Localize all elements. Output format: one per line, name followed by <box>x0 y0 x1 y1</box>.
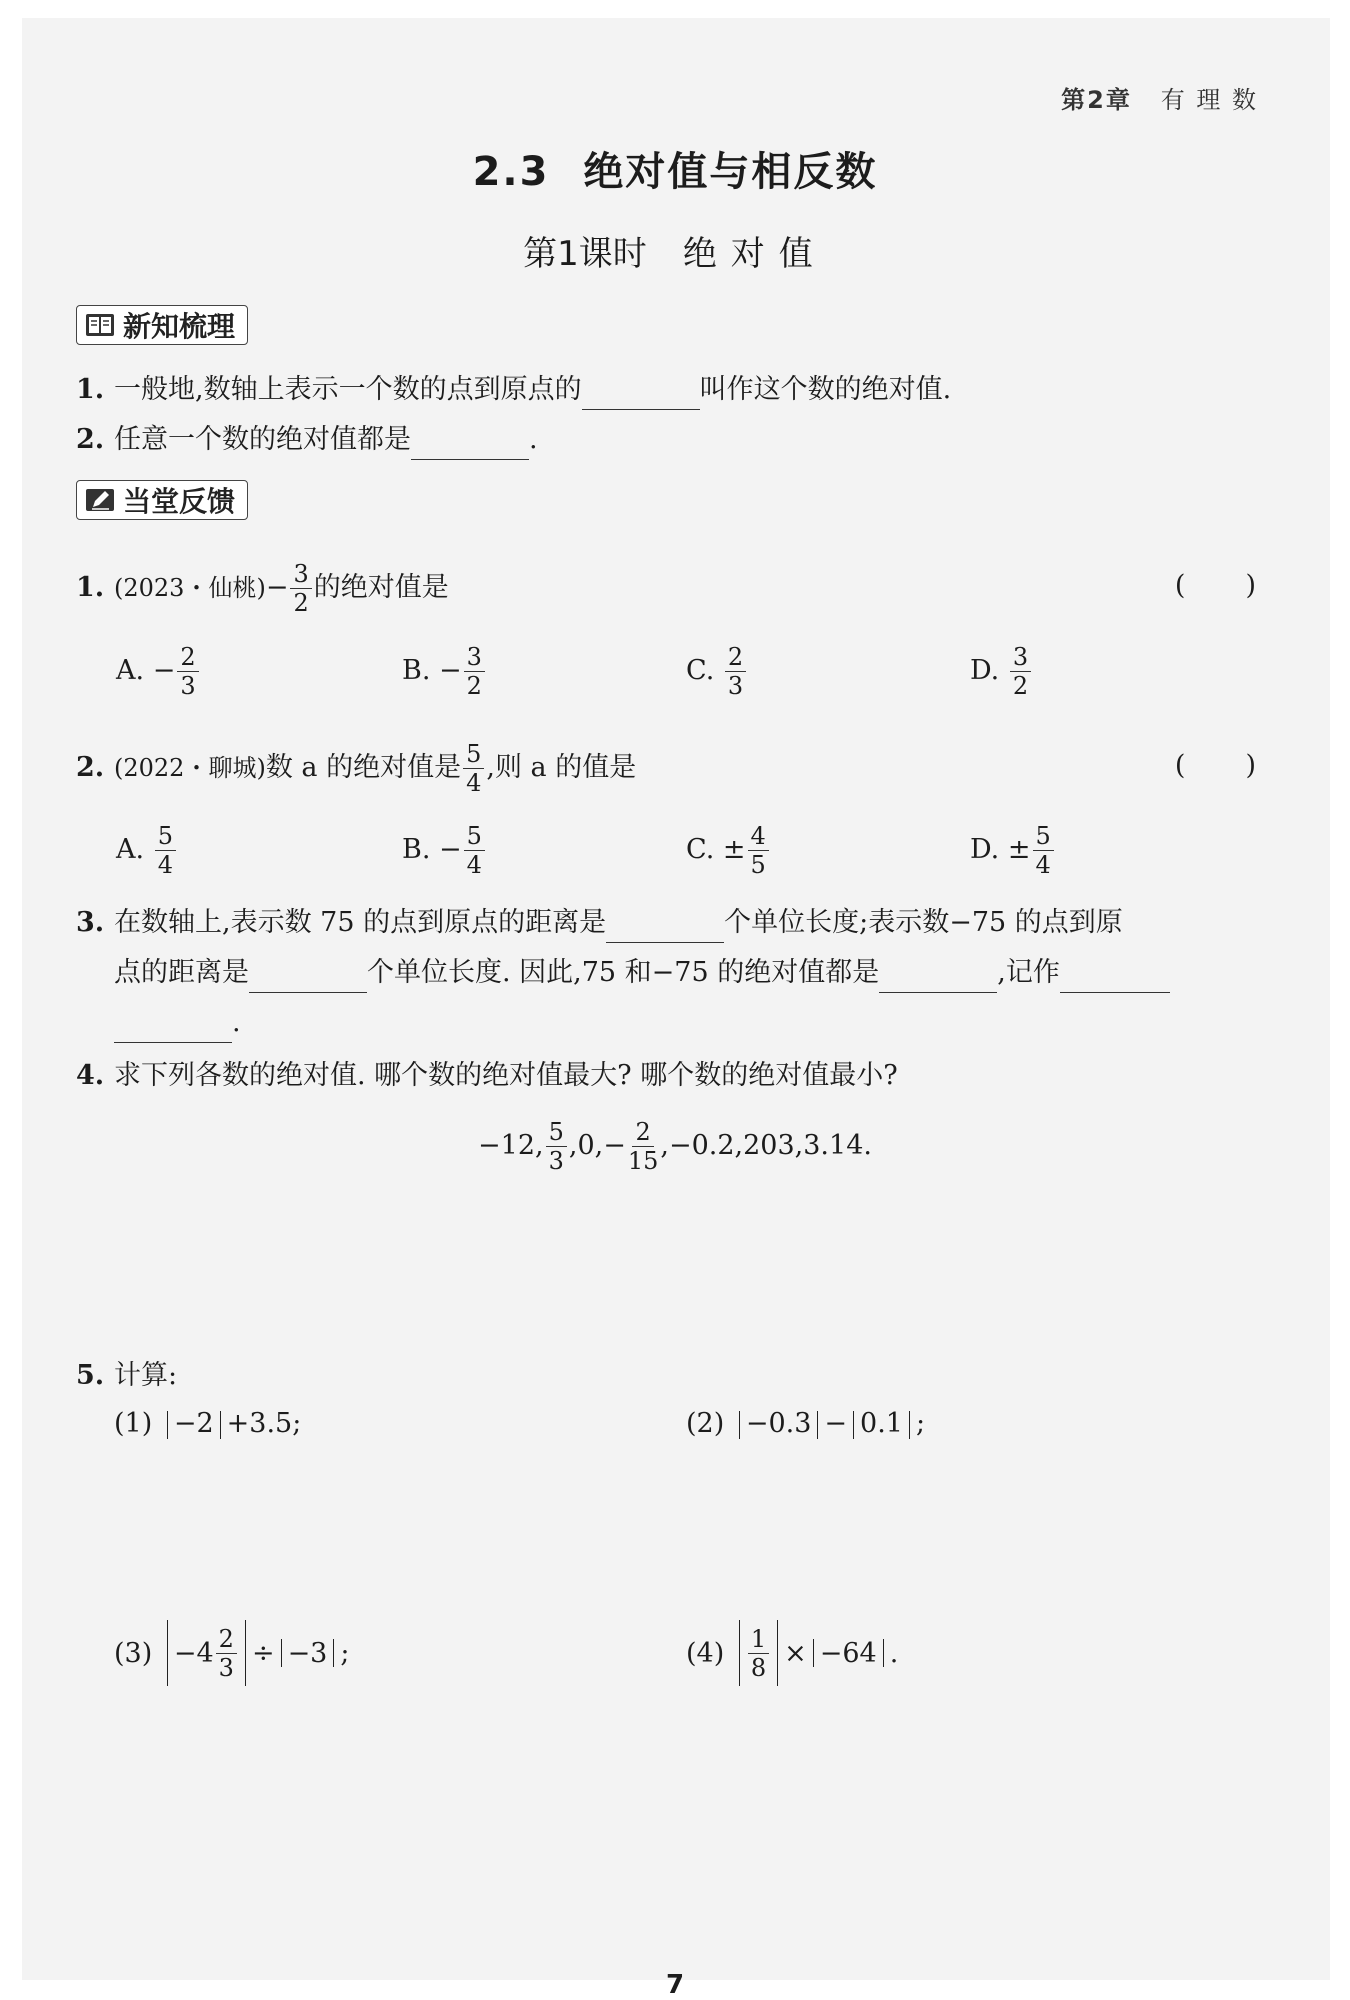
abs-bar <box>817 1411 818 1439</box>
expression: ; <box>340 1637 350 1669</box>
denominator: 3 <box>218 1653 234 1682</box>
fraction <box>155 822 176 879</box>
calc-part-4 <box>686 1620 898 1686</box>
expression: −64 <box>819 1637 877 1669</box>
list-text: −12, <box>478 1130 544 1161</box>
part-label: (3) <box>114 1637 153 1669</box>
question-text: ,记作 <box>997 957 1060 988</box>
knowledge-item-2 <box>76 420 538 460</box>
fraction <box>628 1118 659 1175</box>
fraction <box>464 822 485 879</box>
number-list <box>0 1118 1350 1175</box>
abs-bar <box>220 1411 221 1439</box>
question-3-line-2 <box>114 953 1170 993</box>
abs-bar <box>167 1411 168 1439</box>
section-header-label: 新知梳理 <box>123 310 236 343</box>
abs-bar <box>739 1411 740 1439</box>
denominator: 3 <box>180 672 196 700</box>
fraction <box>748 1625 769 1682</box>
question-text: 计算: <box>114 1360 178 1391</box>
fraction <box>290 560 311 617</box>
abs-bar <box>333 1639 334 1667</box>
question-text: 在数轴上,表示数 75 的点到原点的距离是 <box>114 907 607 938</box>
section-header-label: 当堂反馈 <box>123 485 236 518</box>
pencil-icon <box>85 487 115 513</box>
item-number: 2. <box>76 424 105 455</box>
numerator: 3 <box>290 560 311 589</box>
numerator: 3 <box>464 643 485 672</box>
option-sign: − <box>439 655 462 686</box>
answer-bracket[interactable] <box>1175 570 1256 601</box>
question-number: 1. <box>76 572 105 603</box>
option-d[interactable] <box>970 643 1033 700</box>
bracket-right: ) <box>1245 750 1256 781</box>
item-number: 1. <box>76 374 105 405</box>
expression: −0.3 <box>745 1408 812 1439</box>
lesson-title <box>0 226 1350 275</box>
question-4 <box>76 1056 898 1096</box>
abs-bar <box>281 1639 282 1667</box>
expression: +3.5; <box>226 1408 302 1439</box>
abs-bar <box>777 1620 778 1686</box>
numerator: 2 <box>177 643 198 672</box>
book-icon <box>85 312 115 338</box>
expression: ÷ <box>251 1637 275 1669</box>
question-number: 5. <box>76 1360 105 1391</box>
question-1 <box>76 560 449 617</box>
numerator: 2 <box>632 1118 653 1147</box>
question-stem: 数 a 的绝对值是 <box>265 752 462 783</box>
numerator: 2 <box>216 1625 237 1654</box>
option-b[interactable] <box>402 822 487 879</box>
page-number: 7 <box>665 1970 685 2000</box>
denominator: 2 <box>1012 672 1029 700</box>
item-text: 任意一个数的绝对值都是 <box>114 424 411 455</box>
expression: ; <box>915 1408 926 1439</box>
question-3-line-1 <box>76 903 1123 943</box>
question-3-line-3 <box>114 1003 241 1043</box>
minus-sign: − <box>265 572 289 603</box>
calc-part-1 <box>114 1408 301 1439</box>
option-sign: − <box>439 834 462 865</box>
numerator: 3 <box>1010 643 1031 672</box>
chapter-name: 有 理 数 <box>1160 86 1258 114</box>
option-a[interactable] <box>116 822 178 879</box>
fraction <box>177 643 198 700</box>
option-sign: − <box>152 655 176 686</box>
numerator: 5 <box>155 822 176 851</box>
numerator: 5 <box>463 740 484 769</box>
chapter-header <box>1061 80 1258 115</box>
option-label: B. <box>402 834 431 865</box>
answer-blank[interactable] <box>1060 964 1170 993</box>
denominator: 3 <box>727 672 744 700</box>
answer-blank[interactable] <box>249 964 367 993</box>
bracket-left: ( <box>1174 570 1186 601</box>
numerator: 4 <box>748 822 769 851</box>
section-header-new-knowledge <box>76 305 248 345</box>
question-source: (2022・聊城) <box>114 754 266 782</box>
numerator: 2 <box>725 643 746 672</box>
option-label: B. <box>402 655 431 686</box>
section-title <box>0 140 1350 197</box>
fraction <box>463 740 484 797</box>
fraction <box>216 1625 237 1682</box>
item-text: . <box>529 424 538 455</box>
expression: −2 <box>173 1408 214 1439</box>
bracket-right: ) <box>1245 570 1256 601</box>
option-label: D. <box>970 655 1000 686</box>
section-title-text: 绝对值与相反数 <box>583 149 878 195</box>
answer-blank[interactable] <box>411 431 529 460</box>
expression: . <box>889 1637 899 1669</box>
list-text: ,−0.2,203,3.14. <box>660 1130 872 1161</box>
question-text: . <box>232 1007 241 1038</box>
denominator: 2 <box>293 589 309 617</box>
numerator: 1 <box>748 1625 769 1654</box>
calc-part-3 <box>114 1620 349 1686</box>
numerator: 5 <box>1033 822 1054 851</box>
fraction <box>464 643 485 700</box>
abs-bar <box>813 1639 814 1667</box>
option-sign: ± <box>1007 834 1031 865</box>
denominator: 4 <box>466 851 482 879</box>
fraction <box>546 1118 567 1175</box>
answer-blank[interactable] <box>114 1014 232 1043</box>
answer-blank[interactable] <box>606 914 724 943</box>
denominator: 4 <box>157 851 173 879</box>
expression: − <box>824 1408 848 1439</box>
option-a[interactable] <box>116 643 201 700</box>
denominator: 4 <box>466 769 482 797</box>
abs-bar <box>883 1639 884 1667</box>
option-label: A. <box>116 655 145 686</box>
expression: −4 <box>173 1637 214 1669</box>
question-text: 个单位长度;表示数−75 的点到原 <box>724 907 1123 938</box>
question-text: 点的距离是 <box>114 957 249 988</box>
abs-bar <box>853 1411 854 1439</box>
question-stem: ,则 a 的值是 <box>486 752 637 783</box>
answer-blank[interactable] <box>879 964 997 993</box>
option-label: C. <box>686 834 715 865</box>
option-label: A. <box>116 834 145 865</box>
option-b[interactable] <box>402 643 487 700</box>
numerator: 5 <box>546 1118 567 1147</box>
question-number: 4. <box>76 1060 105 1091</box>
question-text: 求下列各数的绝对值. 哪个数的绝对值最大? 哪个数的绝对值最小? <box>114 1060 898 1091</box>
fraction <box>1033 822 1054 879</box>
expression: × <box>784 1637 807 1669</box>
option-c[interactable] <box>686 643 748 700</box>
question-5 <box>76 1356 177 1396</box>
item-text: 一般地,数轴上表示一个数的点到原点的 <box>114 374 582 405</box>
list-text: ,0,− <box>568 1130 626 1161</box>
question-2 <box>76 740 636 797</box>
abs-bar <box>909 1411 910 1439</box>
option-label: C. <box>686 655 715 686</box>
abs-bar <box>739 1620 740 1686</box>
part-label: (1) <box>114 1408 153 1439</box>
denominator: 3 <box>548 1147 564 1175</box>
chapter-number: 第2章 <box>1061 86 1132 114</box>
knowledge-item-1 <box>76 370 951 410</box>
part-label: (2) <box>686 1408 725 1439</box>
question-number: 2. <box>76 752 105 783</box>
denominator: 15 <box>627 1147 659 1175</box>
calc-part-2 <box>686 1408 925 1439</box>
denominator: 8 <box>750 1653 767 1682</box>
bracket-left: ( <box>1174 750 1186 781</box>
option-label: D. <box>970 834 1000 865</box>
question-source: (2023・仙桃) <box>114 574 266 602</box>
fraction <box>725 643 746 700</box>
abs-bar <box>245 1620 246 1686</box>
denominator: 5 <box>750 851 766 879</box>
option-d[interactable] <box>970 822 1056 879</box>
item-text: 叫作这个数的绝对值. <box>699 374 952 405</box>
question-text: 个单位长度. 因此,75 和−75 的绝对值都是 <box>367 957 880 988</box>
question-stem: 的绝对值是 <box>313 572 449 603</box>
numerator: 5 <box>464 822 485 851</box>
abs-bar <box>167 1620 168 1686</box>
section-header-feedback <box>76 480 248 520</box>
section-number: 2.3 <box>472 149 550 195</box>
fraction <box>748 822 769 879</box>
denominator: 2 <box>466 672 482 700</box>
option-sign: ± <box>722 834 746 865</box>
answer-blank[interactable] <box>582 381 700 410</box>
answer-bracket[interactable] <box>1175 750 1256 781</box>
lesson-number: 第1课时 <box>523 234 647 274</box>
expression: 0.1 <box>860 1408 903 1439</box>
fraction <box>1010 643 1031 700</box>
lesson-name: 绝对值 <box>682 234 827 274</box>
question-number: 3. <box>76 907 105 938</box>
denominator: 4 <box>1035 851 1051 879</box>
option-c[interactable] <box>686 822 771 879</box>
expression: −3 <box>287 1637 328 1669</box>
part-label: (4) <box>686 1637 725 1669</box>
